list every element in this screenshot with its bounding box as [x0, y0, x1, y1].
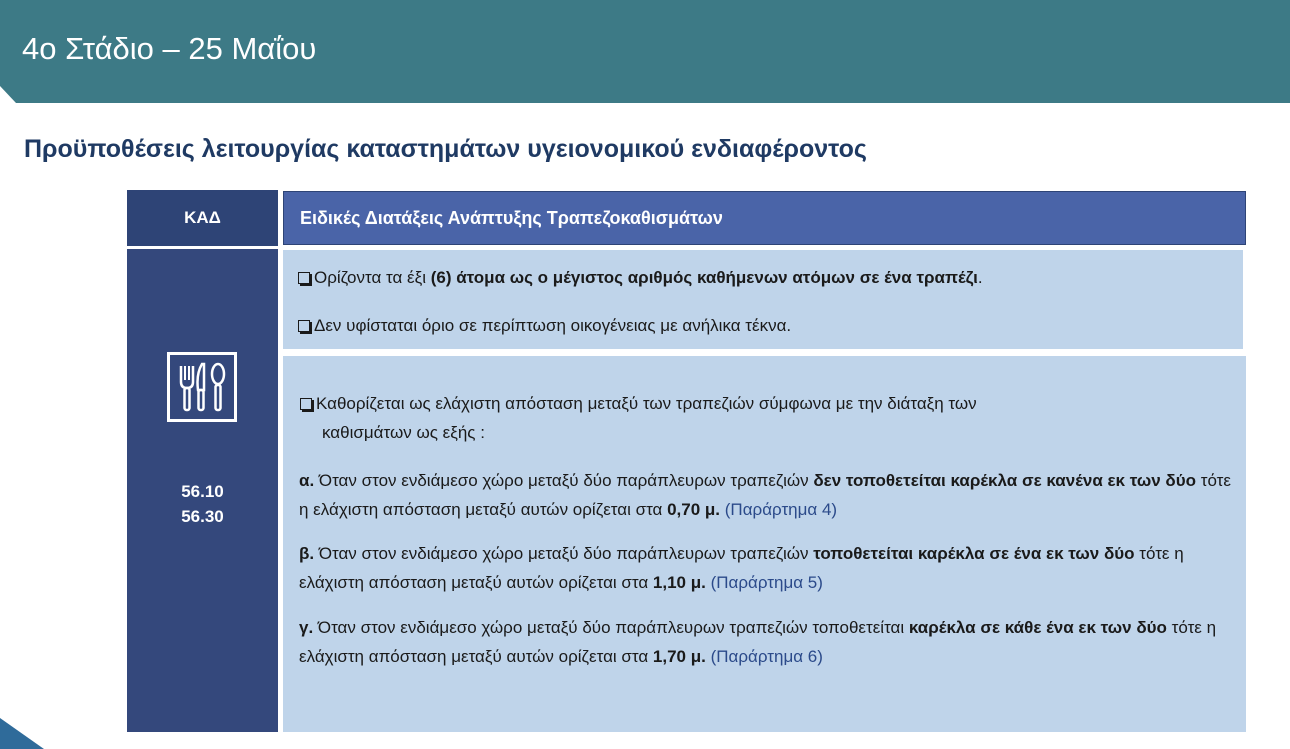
kad-cell	[127, 249, 278, 732]
list-item: Δεν υφίσταται όριο σε περίπτωση οικογένειας με ανήλικα τέκνα.	[298, 313, 791, 339]
provision-box-capacity	[283, 250, 1243, 349]
page-title: 4ο Στάδιο – 25 Μαΐου	[22, 31, 317, 66]
checkbox-bullet-icon	[300, 398, 312, 410]
kad-code: 56.30	[181, 507, 224, 526]
list-item-continuation: καθισμάτων ως εξής :	[322, 423, 485, 442]
section-title: Προϋποθέσεις λειτουργίας καταστημάτων υγειονομικού ενδιαφέροντος	[24, 135, 867, 163]
distance-rule-c: γ. Όταν στον ενδιάμεσο χώρο μεταξύ δύο παράπλευρων τραπεζιών τοποθετείται καρέκλα σε κάθε ένα εκ των δύο τότε η ελάχιστη απόσταση μεταξύ αυτών ορίζεται στα 1,70 μ. (Παράρτημα 6)	[299, 618, 1217, 666]
list-item: Καθορίζεται ως ελάχιστη απόσταση μεταξύ των τραπεζιών σύμφωνα με την διάταξη των	[300, 391, 977, 417]
checkbox-bullet-icon	[298, 272, 310, 284]
table-header-provisions-label: Ειδικές Διατάξεις Ανάπτυξης Τραπεζοκαθισμάτων	[300, 207, 723, 228]
checkbox-bullet-icon	[298, 320, 310, 332]
provision-box-distances	[283, 356, 1246, 732]
kad-code: 56.10	[181, 482, 224, 501]
distance-rule-a: α. Όταν στον ενδιάμεσο χώρο μεταξύ δύο παράπλευρων τραπεζιών δεν τοποθετείται καρέκλα σε κανένα εκ των δύο τότε η ελάχιστη απόσταση μεταξύ αυτών ορίζεται στα 0,70 μ. (Παράρτημα 4)	[299, 471, 1231, 519]
kad-codes	[127, 479, 278, 529]
list-item: Ορίζοντα τα έξι (6) άτομα ως ο μέγιστος αριθμός καθήμενων ατόμων σε ένα τραπέζι.	[298, 265, 983, 291]
corner-decoration	[0, 718, 44, 749]
table-header-provisions	[283, 191, 1246, 245]
distance-rule-b: β. Όταν στον ενδιάμεσο χώρο μεταξύ δύο παράπλευρων τραπεζιών τοποθετείται καρέκλα σε ένα εκ των δύο τότε η ελάχιστη απόσταση μεταξύ αυτών ορίζεται στα 1,10 μ. (Παράρτημα 5)	[299, 544, 1184, 592]
cutlery-icon	[167, 352, 237, 422]
table-header-kad: ΚΑΔ	[127, 190, 278, 246]
